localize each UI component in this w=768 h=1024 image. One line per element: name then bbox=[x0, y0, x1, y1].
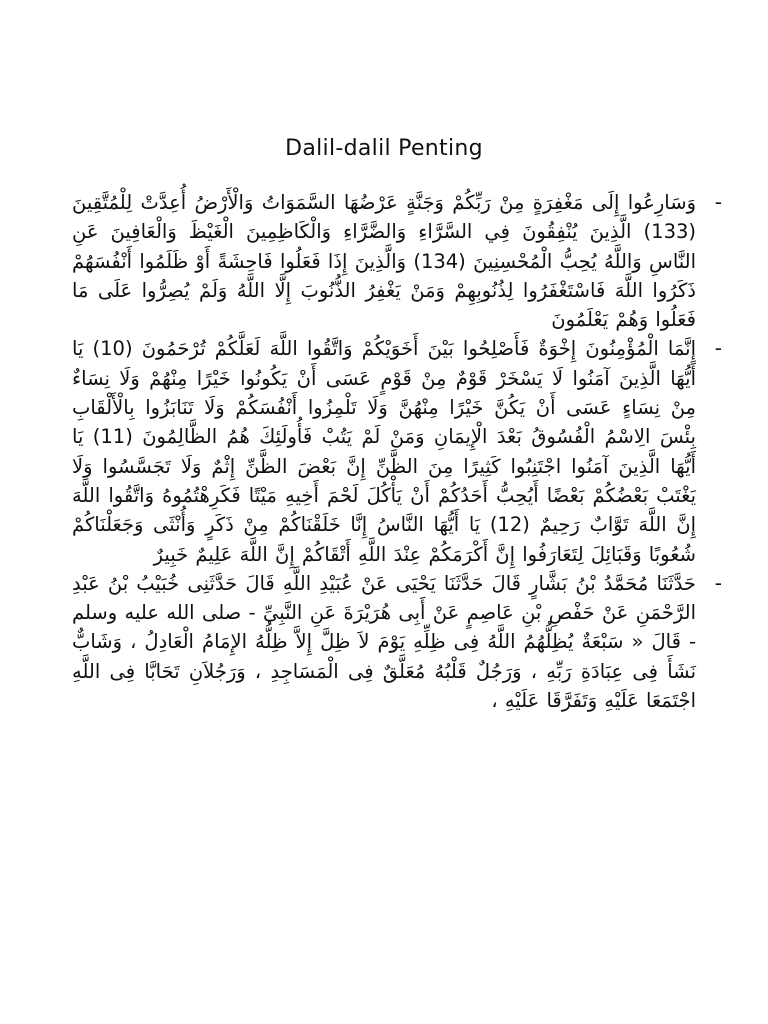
list-item bbox=[72, 569, 722, 715]
document-title: Dalil-dalil Penting bbox=[285, 136, 483, 161]
arabic-text: إِنَّمَا الْمُؤْمِنُونَ إِخْوَةٌ فَأَصْلِحُوا بَيْنَ أَخَوَيْكُمْ وَاتَّقُوا اللَّهَ لَعَلَّكُمْ تُرْحَمُونَ (10) يَا أَيُّهَا الَّذِينَ آمَنُوا لَا يَسْخَرْ قَوْمٌ مِنْ قَوْمٍ عَسَى أَنْ يَكُونُوا خَيْرًا مِنْهُمْ وَلَا نِسَاءٌ مِنْ نِسَاءٍ عَسَى أَنْ يَكُنَّ خَيْرًا مِنْهُنَّ وَلَا تَلْمِزُوا أَنْفُسَكُمْ وَلَا تَنَابَزُوا بِالْأَلْقَابِ بِئْسَ الِاسْمُ الْفُسُوقُ بَعْدَ الْإِيمَانِ وَمَنْ لَمْ يَتُبْ فَأُولَئِكَ هُمُ الظَّالِمُونَ (11) يَا أَيُّهَا الَّذِينَ آمَنُوا اجْتَنِبُوا كَثِيرًا مِنَ الظَّنِّ إِنَّ بَعْضَ الظَّنِّ إِثْمٌ وَلَا تَجَسَّسُوا وَلَا يَغْتَبْ بَعْضُكُمْ بَعْضًا أَيُحِبُّ أَحَدُكُمْ أَنْ يَأْكُلَ لَحْمَ أَخِيهِ مَيْتًا فَكَرِهْتُمُوهُ وَاتَّقُوا اللَّهَ إِنَّ اللَّهَ تَوَّابٌ رَحِيمٌ (12) يَا أَيُّهَا النَّاسُ إِنَّا خَلَقْنَاكُمْ مِنْ ذَكَرٍ وَأُنْثَى وَجَعَلْنَاكُمْ شُعُوبًا وَقَبَائِلَ لِتَعَارَفُوا إِنَّ أَكْرَمَكُمْ عِنْدَ اللَّهِ أَتْقَاكُمْ إِنَّ اللَّهَ عَلِيمٌ خَبِيرٌ bbox=[72, 337, 697, 566]
dalil-list bbox=[72, 188, 722, 715]
list-item bbox=[72, 334, 722, 568]
arabic-text: حَدَّثَنَا مُحَمَّدُ بْنُ بَشَّارٍ قَالَ حَدَّثَنَا يَحْيَى عَنْ عُبَيْدِ اللَّهِ قَالَ حَدَّثَنِى خُبَيْبُ بْنُ عَبْدِ الرَّحْمَنِ عَنْ حَفْصِ بْنِ عَاصِمٍ عَنْ أَبِى هُرَيْرَةَ عَنِ النَّبِىِّ - صلى الله عليه وسلم - قَالَ « سَبْعَةٌ يُظِلُّهُمُ اللَّهُ فِى ظِلِّهِ يَوْمَ لاَ ظِلَّ إِلاَّ ظِلُّهُ الإِمَامُ الْعَادِلُ ، وَشَابٌّ نَشَأَ فِى عِبَادَةِ رَبِّهِ ، وَرَجُلٌ قَلْبُهُ مُعَلَّقٌ فِى الْمَسَاجِدِ ، وَرَجُلاَنِ تَحَابَّا فِى اللَّهِ اجْتَمَعَا عَلَيْهِ وَتَفَرَّقَا عَلَيْهِ ، bbox=[72, 571, 696, 713]
list-bullet: - bbox=[714, 570, 722, 595]
list-item bbox=[72, 188, 722, 334]
list-bullet: - bbox=[714, 336, 722, 361]
arabic-text: وَسَارِعُوا إِلَى مَغْفِرَةٍ مِنْ رَبِّكُمْ وَجَنَّةٍ عَرْضُهَا السَّمَوَاتُ وَالْأَرْضُ أُعِدَّتْ لِلْمُتَّقِينَ (133) الَّذِينَ يُنْفِقُونَ فِي السَّرَّاءِ وَالضَّرَّاءِ وَالْكَاظِمِينَ الْغَيْظَ وَالْعَافِينَ عَنِ النَّاسِ وَاللَّهُ يُحِبُّ الْمُحْسِنِينَ (134) وَالَّذِينَ إِذَا فَعَلُوا فَاحِشَةً أَوْ ظَلَمُوا أَنْفُسَهُمْ ذَكَرُوا اللَّهَ فَاسْتَغْفَرُوا لِذُنُوبِهِمْ وَمَنْ يَغْفِرُ الذُّنُوبَ إِلَّا اللَّهُ وَلَمْ يُصِرُّوا عَلَى مَا فَعَلُوا وَهُمْ يَعْلَمُونَ bbox=[72, 191, 697, 332]
list-bullet: - bbox=[714, 190, 722, 214]
